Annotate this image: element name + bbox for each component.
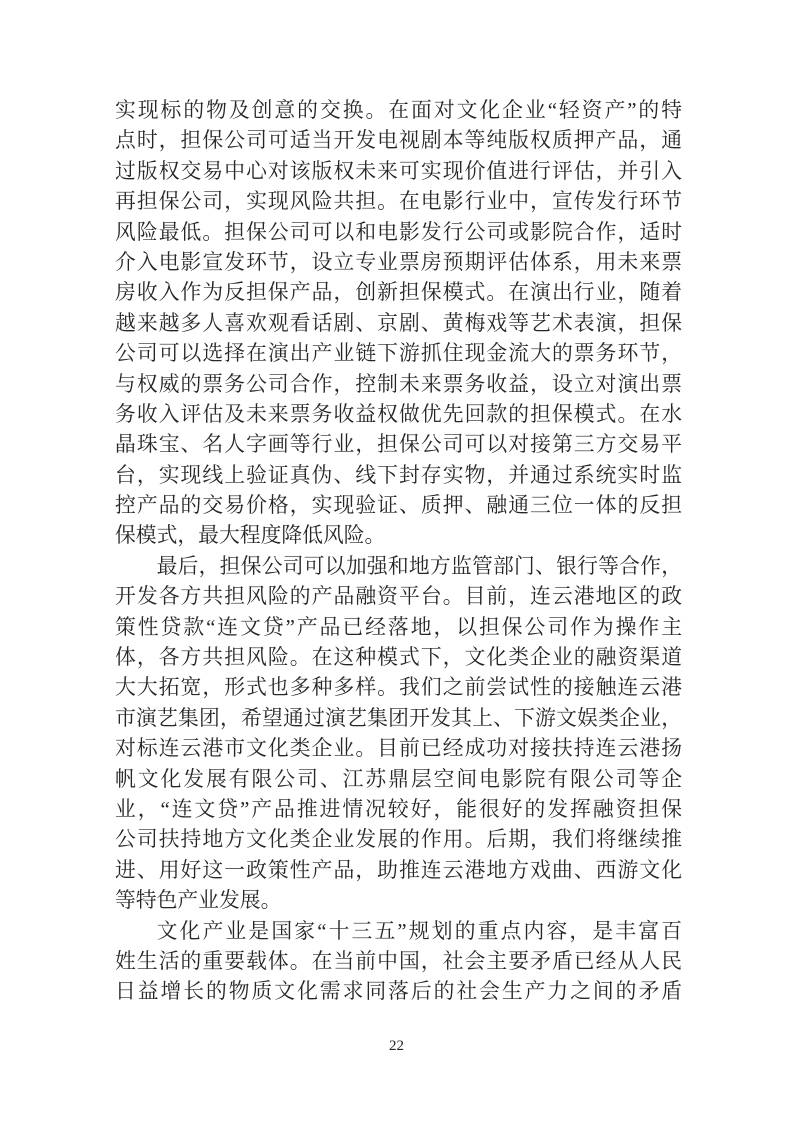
text-line: 等特色产业发展。	[115, 889, 282, 913]
text-line: 大大拓宽，形式也多种多样。我们之前尝试性的接触连云港	[115, 676, 682, 700]
text-line: 开发各方共担风险的产品融资平台。目前，连云港地区的政	[115, 585, 682, 609]
text-line: 业，“连文贷”产品推进情况较好，能很好的发挥融资担保	[115, 797, 682, 821]
paragraph	[115, 96, 682, 552]
text-line: 风险最低。担保公司可以和电影发行公司或影院合作，适时	[115, 220, 682, 244]
text-line: 最后，担保公司可以加强和地方监管部门、银行等合作，	[156, 554, 682, 578]
paragraph	[115, 917, 682, 1008]
text-line: 对标连云港市文化类企业。目前已经成功对接扶持连云港扬	[115, 737, 682, 761]
text-line: 务收入评估及未来票务收益权做优先回款的担保模式。在水	[115, 402, 682, 426]
page-number: 22	[389, 1038, 404, 1054]
text-line: 日益增长的物质文化需求同落后的社会生产力之间的矛盾	[115, 980, 682, 1004]
text-line: 策性贷款“连文贷”产品已经落地，以担保公司作为操作主	[115, 615, 682, 639]
text-line: 公司扶持地方文化类企业发展的作用。后期，我们将继续推	[115, 828, 682, 852]
document-body	[115, 96, 682, 1008]
text-line: 晶珠宝、名人字画等行业，担保公司可以对接第三方交易平	[115, 433, 682, 457]
text-line: 点时，担保公司可适当开发电视剧本等纯版权质押产品，通	[115, 129, 682, 153]
text-line: 控产品的交易价格，实现验证、质押、融通三位一体的反担	[115, 494, 682, 518]
text-line: 房收入作为反担保产品，创新担保模式。在演出行业，随着	[115, 281, 682, 305]
paragraph	[115, 552, 682, 917]
text-line: 进、用好这一政策性产品，助推连云港地方戏曲、西游文化	[115, 858, 682, 882]
text-line: 介入电影宣发环节，设立专业票房预期评估体系，用未来票	[115, 250, 682, 274]
text-line: 帆文化发展有限公司、江苏鼎层空间电影院有限公司等企	[115, 767, 682, 791]
text-line: 再担保公司，实现风险共担。在电影行业中，宣传发行环节	[115, 190, 682, 214]
text-line: 台，实现线上验证真伪、线下封存实物，并通过系统实时监	[115, 463, 682, 487]
text-line: 实现标的物及创意的交换。在面对文化企业“轻资产”的特	[115, 99, 682, 122]
text-line: 体，各方共担风险。在这种模式下，文化类企业的融资渠道	[115, 646, 682, 670]
text-line: 姓生活的重要载体。在当前中国，社会主要矛盾已经从人民	[115, 949, 682, 973]
text-line: 文化产业是国家“十三五”规划的重点内容，是丰富百	[156, 919, 682, 943]
text-line: 越来越多人喜欢观看话剧、京剧、黄梅戏等艺术表演，担保	[115, 311, 682, 335]
text-line: 与权威的票务公司合作，控制未来票务收益，设立对演出票	[115, 372, 682, 396]
text-line: 过版权交易中心对该版权未来可实现价值进行评估，并引入	[115, 159, 682, 183]
text-line: 市演艺集团，希望通过演艺集团开发其上、下游文娱类企业，	[115, 706, 682, 730]
text-line: 保模式，最大程度降低风险。	[115, 524, 386, 548]
text-line: 公司可以选择在演出产业链下游抓住现金流大的票务环节，	[115, 342, 682, 366]
